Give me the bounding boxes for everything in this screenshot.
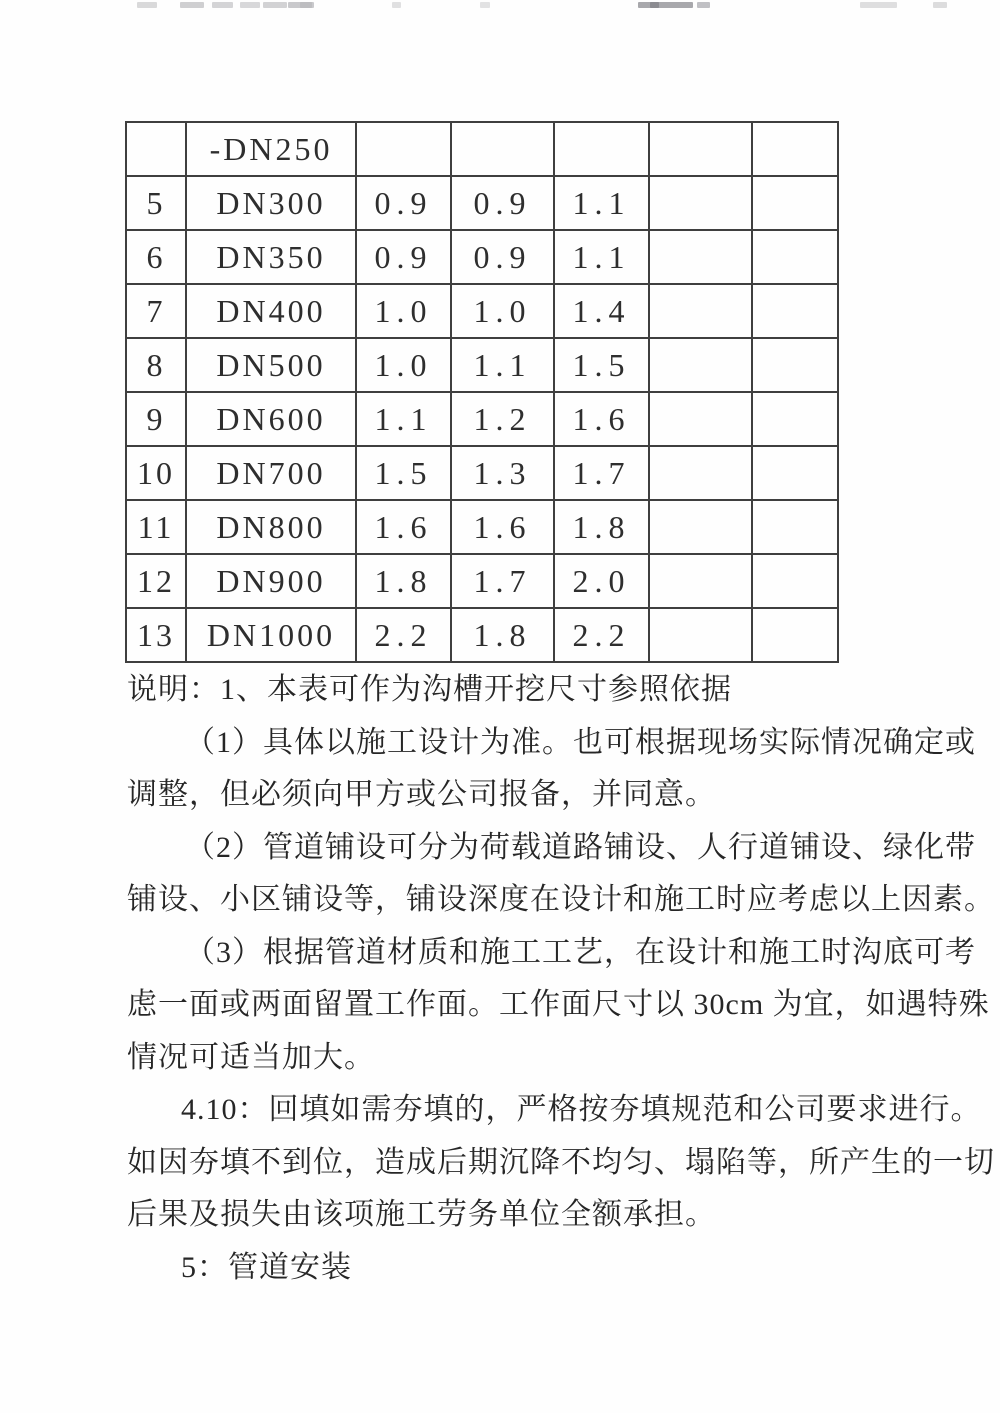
scan-artifact xyxy=(212,2,233,8)
value-cell: 1.7 xyxy=(554,446,649,500)
scan-artifact xyxy=(697,2,710,8)
value-cell xyxy=(451,122,554,176)
empty-cell xyxy=(752,392,838,446)
empty-cell xyxy=(649,608,752,662)
empty-cell xyxy=(752,608,838,662)
value-cell: 1.1 xyxy=(554,230,649,284)
scan-artifact xyxy=(480,2,490,8)
scan-artifact xyxy=(860,2,897,8)
scan-artifact xyxy=(933,2,947,8)
scan-artifact xyxy=(638,2,693,8)
scan-artifact xyxy=(137,2,157,8)
value-cell: 1.5 xyxy=(554,338,649,392)
pipe-size-cell: DN400 xyxy=(186,284,356,338)
notes-section xyxy=(127,664,995,1294)
scan-artifact xyxy=(300,2,312,8)
value-cell: 1.8 xyxy=(554,500,649,554)
empty-cell xyxy=(649,392,752,446)
note-line-item-1: （1）具体以施工设计为准。也可根据现场实际情况确定或 xyxy=(185,725,976,759)
empty-cell xyxy=(752,284,838,338)
scan-artifact xyxy=(392,2,401,8)
note-line-section-4-10-cont2: 后果及损失由该项施工劳务单位全额承担。 xyxy=(127,1198,716,1231)
value-cell: 1.0 xyxy=(356,284,451,338)
value-cell: 1.0 xyxy=(451,284,554,338)
pipe-size-cell: DN800 xyxy=(186,500,356,554)
table-row xyxy=(126,608,838,662)
table-row xyxy=(126,122,838,176)
row-number-cell: 11 xyxy=(126,500,186,554)
table-row xyxy=(126,230,838,284)
empty-cell xyxy=(752,230,838,284)
row-number-cell: 10 xyxy=(126,446,186,500)
value-cell: 0.9 xyxy=(451,176,554,230)
trench-dimension-table-body xyxy=(126,122,838,662)
empty-cell xyxy=(752,122,838,176)
value-cell: 0.9 xyxy=(356,176,451,230)
pipe-size-cell: DN600 xyxy=(186,392,356,446)
value-cell xyxy=(554,122,649,176)
value-cell xyxy=(356,122,451,176)
value-cell: 1.2 xyxy=(451,392,554,446)
empty-cell xyxy=(752,338,838,392)
scan-artifact xyxy=(240,2,260,8)
note-line-section-5-heading: 5：管道安装 xyxy=(181,1250,352,1284)
pipe-size-cell: DN500 xyxy=(186,338,356,392)
table-row xyxy=(126,284,838,338)
trench-dimension-table xyxy=(125,121,839,663)
value-cell: 1.6 xyxy=(356,500,451,554)
value-cell: 1.8 xyxy=(451,608,554,662)
row-number-cell: 12 xyxy=(126,554,186,608)
pipe-size-cell: DN900 xyxy=(186,554,356,608)
value-cell: 1.6 xyxy=(451,500,554,554)
empty-cell xyxy=(649,176,752,230)
pipe-size-cell: DN350 xyxy=(186,230,356,284)
scan-artifact xyxy=(263,2,287,8)
value-cell: 2.2 xyxy=(356,608,451,662)
note-line-section-4-10-cont: 如因夯填不到位，造成后期沉降不均匀、塌陷等，所产生的一切 xyxy=(127,1145,995,1179)
empty-cell xyxy=(752,554,838,608)
empty-cell xyxy=(649,500,752,554)
value-cell: 0.9 xyxy=(356,230,451,284)
note-line-item-1-cont: 调整，但必须向甲方或公司报备，并同意。 xyxy=(127,778,716,811)
note-line-item-2-cont: 铺设、小区铺设等，铺设深度在设计和施工时应考虑以上因素。 xyxy=(127,883,995,916)
value-cell: 1.3 xyxy=(451,446,554,500)
empty-cell xyxy=(649,284,752,338)
value-cell: 1.6 xyxy=(554,392,649,446)
table-row xyxy=(126,500,838,554)
value-cell: 1.5 xyxy=(356,446,451,500)
row-number-cell: 7 xyxy=(126,284,186,338)
value-cell: 2.2 xyxy=(554,608,649,662)
row-number-cell: 6 xyxy=(126,230,186,284)
value-cell: 1.1 xyxy=(554,176,649,230)
value-cell: 1.1 xyxy=(356,392,451,446)
value-cell: 1.0 xyxy=(356,338,451,392)
scan-artifact xyxy=(650,2,659,8)
empty-cell xyxy=(649,230,752,284)
note-line-section-4-10: 4.10：回填如需夯填的，严格按夯填规范和公司要求进行。 xyxy=(181,1093,982,1126)
pipe-size-cell: DN300 xyxy=(186,176,356,230)
value-cell: 1.4 xyxy=(554,284,649,338)
empty-cell xyxy=(752,500,838,554)
table-row xyxy=(126,392,838,446)
value-cell: 0.9 xyxy=(451,230,554,284)
table-row xyxy=(126,446,838,500)
table-row xyxy=(126,176,838,230)
empty-cell xyxy=(649,446,752,500)
value-cell: 1.7 xyxy=(451,554,554,608)
note-line-item-3: （3）根据管道材质和施工工艺，在设计和施工时沟底可考 xyxy=(185,935,976,969)
row-number-cell: 8 xyxy=(126,338,186,392)
empty-cell xyxy=(649,554,752,608)
empty-cell xyxy=(649,122,752,176)
note-line-explanation-heading: 说明：1、本表可作为沟槽开挖尺寸参照依据 xyxy=(127,673,732,706)
scan-artifact xyxy=(180,2,204,8)
table-row xyxy=(126,338,838,392)
empty-cell xyxy=(649,338,752,392)
pipe-size-cell: DN1000 xyxy=(186,608,356,662)
note-line-item-3-cont: 虑一面或两面留置工作面。工作面尺寸以 30cm 为宜，如遇特殊 xyxy=(127,988,990,1021)
row-number-cell: 5 xyxy=(126,176,186,230)
value-cell: 1.8 xyxy=(356,554,451,608)
pipe-size-cell: -DN250 xyxy=(186,122,356,176)
value-cell: 1.1 xyxy=(451,338,554,392)
note-line-item-2: （2）管道铺设可分为荷载道路铺设、人行道铺设、绿化带 xyxy=(185,830,976,864)
note-line-item-3-cont2: 情况可适当加大。 xyxy=(127,1040,375,1074)
row-number-cell: 13 xyxy=(126,608,186,662)
table-row xyxy=(126,554,838,608)
value-cell: 2.0 xyxy=(554,554,649,608)
row-number-cell: 9 xyxy=(126,392,186,446)
empty-cell xyxy=(752,446,838,500)
pipe-size-cell: DN700 xyxy=(186,446,356,500)
empty-cell xyxy=(752,176,838,230)
row-number-cell xyxy=(126,122,186,176)
